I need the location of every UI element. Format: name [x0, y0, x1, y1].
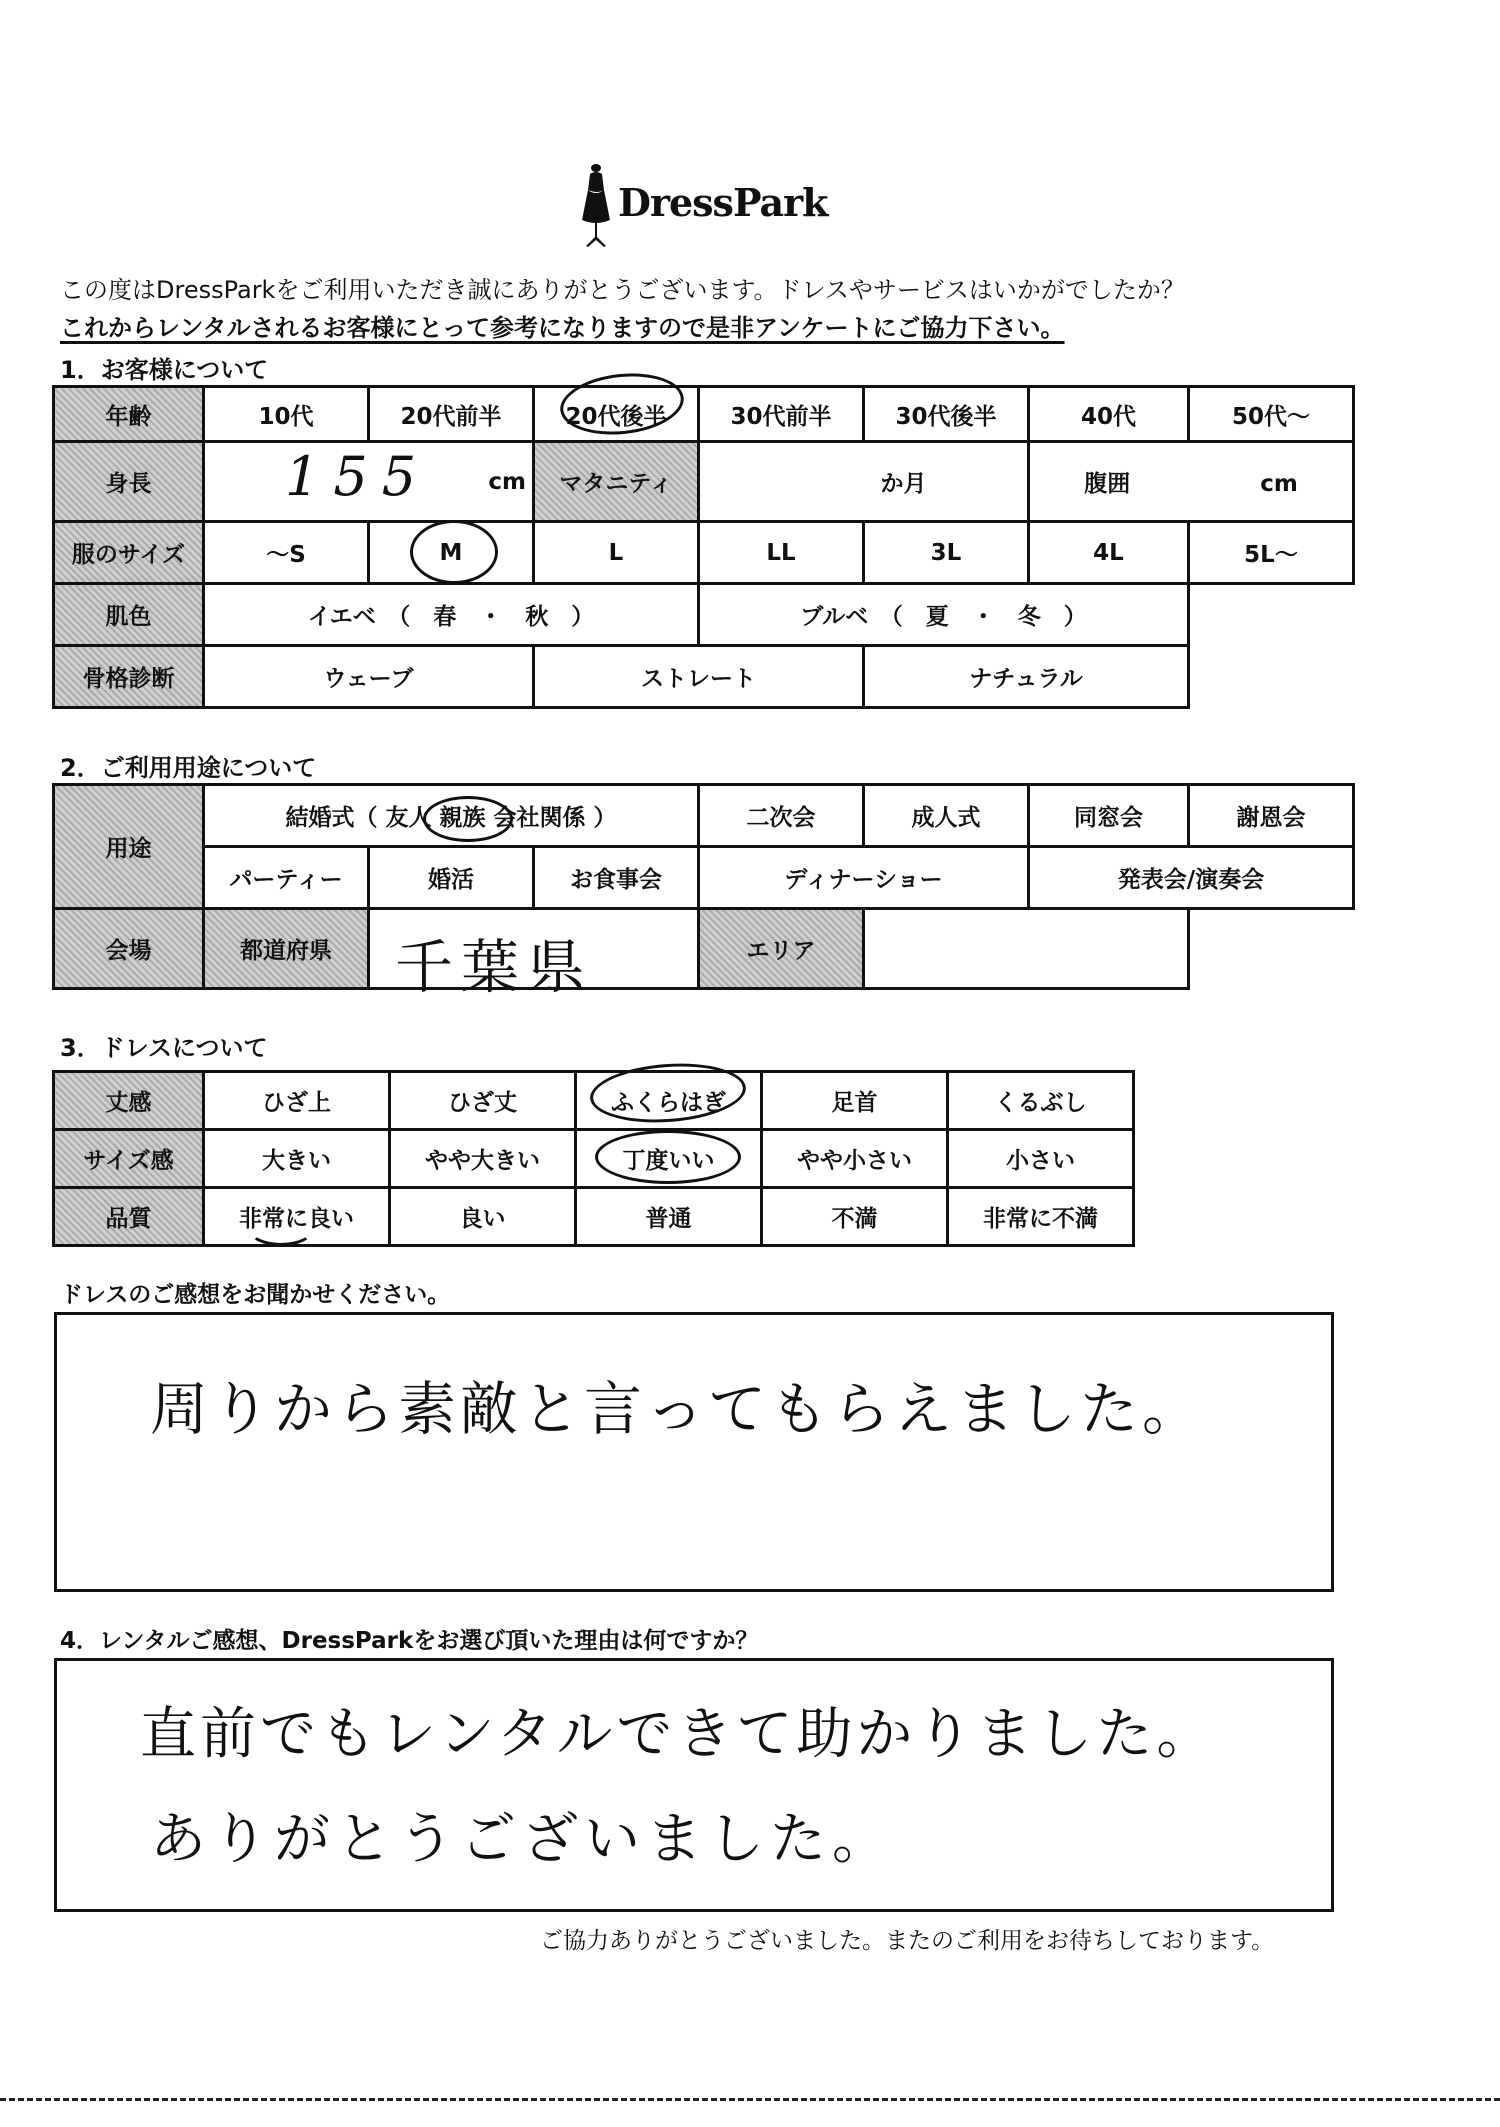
- frame-option[interactable]: ストレート: [534, 646, 864, 708]
- use-option[interactable]: 成人式: [864, 785, 1029, 847]
- quality-option[interactable]: 非常に不満: [948, 1188, 1134, 1246]
- comment-box[interactable]: [54, 1312, 1334, 1592]
- size-option[interactable]: L: [534, 522, 699, 584]
- use-option[interactable]: ディナーショー: [699, 847, 1029, 909]
- fit-option-selected[interactable]: 丁度いい: [576, 1130, 762, 1188]
- use-option[interactable]: 婚活: [369, 847, 534, 909]
- customer-table: [52, 385, 1355, 709]
- reason-line2: ありがとうございました。: [150, 1807, 894, 1872]
- months-unit: か月: [880, 471, 927, 497]
- fit-selection-mark: [595, 1130, 741, 1184]
- size-option[interactable]: 3L: [864, 522, 1029, 584]
- frame-option[interactable]: ウェーブ: [204, 646, 534, 708]
- scan-edge: [0, 2098, 1500, 2101]
- length-option[interactable]: ひざ上: [204, 1072, 390, 1130]
- length-option-selected[interactable]: ふくらはぎ: [576, 1072, 762, 1130]
- fit-option[interactable]: 小さい: [948, 1130, 1134, 1188]
- size-selection-mark: [410, 520, 498, 584]
- age-option-selected[interactable]: 20代後半: [534, 387, 699, 442]
- size-option-selected[interactable]: M: [369, 522, 534, 584]
- skin-yellow[interactable]: イエベ （ 春 ・ 秋 ）: [204, 584, 699, 646]
- size-option[interactable]: 5L～: [1189, 522, 1354, 584]
- pref-label: 都道府県: [204, 909, 369, 989]
- wedding-family: 親族: [439, 805, 486, 831]
- intro-request: これからレンタルされるお客様にとって参考になりますので是非アンケートにご協力下さい。: [60, 314, 1065, 342]
- fit-label: サイズ感: [54, 1130, 204, 1188]
- fit-option[interactable]: 大きい: [204, 1130, 390, 1188]
- length-option[interactable]: 足首: [762, 1072, 948, 1130]
- age-option[interactable]: 10代: [204, 387, 369, 442]
- venue-label: 会場: [54, 909, 204, 989]
- section2-title: 2．ご利用用途について: [60, 754, 317, 782]
- wedding-company: 会社関係 ）: [485, 805, 617, 831]
- waist-field[interactable]: [1029, 442, 1354, 522]
- quality-option[interactable]: 良い: [390, 1188, 576, 1246]
- quality-option[interactable]: 不満: [762, 1188, 948, 1246]
- brand-logo: DressPark: [618, 180, 828, 225]
- age-option[interactable]: 50代～: [1189, 387, 1354, 442]
- age-option[interactable]: 40代: [1029, 387, 1189, 442]
- intro-line: この度はDressParkをご利用いただき誠にありがとうございます。ドレスやサービスはいかがでしたか？: [60, 276, 1185, 304]
- length-option[interactable]: ひざ丈: [390, 1072, 576, 1130]
- fit-option[interactable]: やや大きい: [390, 1130, 576, 1188]
- size-label: 服のサイズ: [54, 522, 204, 584]
- size-option[interactable]: LL: [699, 522, 864, 584]
- height-value: 155: [285, 445, 431, 508]
- area-field[interactable]: [864, 909, 1189, 989]
- pref-value: 千葉県: [395, 933, 594, 1001]
- age-option[interactable]: 30代前半: [699, 387, 864, 442]
- age-option[interactable]: 20代前半: [369, 387, 534, 442]
- section1-title: 1．お客様について: [60, 356, 269, 384]
- section4-title: 4．レンタルご感想、DressParkをお選び頂いた理由は何ですか？: [60, 1628, 759, 1654]
- length-option[interactable]: くるぶし: [948, 1072, 1134, 1130]
- quality-option-selected[interactable]: 非常に良い: [204, 1188, 390, 1246]
- area-label: エリア: [699, 909, 864, 989]
- footer-thanks: ご協力ありがとうございました。またのご利用をお待ちしております。: [540, 1928, 1275, 1954]
- comment-prompt: ドレスのご感想をお聞かせください。: [60, 1282, 451, 1308]
- maternity-months-field[interactable]: [699, 442, 1029, 522]
- fit-option[interactable]: やや小さい: [762, 1130, 948, 1188]
- maternity-label: マタニティ: [534, 442, 699, 522]
- size-option[interactable]: ～S: [204, 522, 369, 584]
- age-option[interactable]: 30代後半: [864, 387, 1029, 442]
- waist-label: 腹囲: [1084, 471, 1131, 497]
- wedding-text: 結婚式（ 友人: [285, 805, 440, 831]
- comment-text: 周りから素敵と言ってもらえました。: [150, 1375, 1205, 1443]
- use-option[interactable]: お食事会: [534, 847, 699, 909]
- quality-label: 品質: [54, 1188, 204, 1246]
- height-unit: cm: [488, 468, 526, 495]
- quality-selection-mark: [248, 1212, 314, 1246]
- use-option[interactable]: 謝恩会: [1189, 785, 1354, 847]
- height-label: 身長: [54, 442, 204, 522]
- reason-line1: 直前でもレンタルできて助かりました。: [140, 1702, 1217, 1767]
- waist-unit: cm: [1260, 471, 1298, 497]
- frame-label: 骨格診断: [54, 646, 204, 708]
- size-option[interactable]: 4L: [1029, 522, 1189, 584]
- usage-table: [52, 783, 1355, 990]
- length-label: 丈感: [54, 1072, 204, 1130]
- use-label: 用途: [54, 785, 204, 909]
- use-option[interactable]: パーティー: [204, 847, 369, 909]
- use-option[interactable]: 二次会: [699, 785, 864, 847]
- skin-label: 肌色: [54, 584, 204, 646]
- section3-title: 3．ドレスについて: [60, 1034, 268, 1062]
- wedding-selection-mark: [423, 796, 513, 842]
- skin-blue[interactable]: ブルベ （ 夏 ・ 冬 ）: [699, 584, 1189, 646]
- age-label: 年齢: [54, 387, 204, 442]
- use-option[interactable]: 同窓会: [1029, 785, 1189, 847]
- quality-option[interactable]: 普通: [576, 1188, 762, 1246]
- frame-option[interactable]: ナチュラル: [864, 646, 1189, 708]
- use-option[interactable]: 発表会/演奏会: [1029, 847, 1354, 909]
